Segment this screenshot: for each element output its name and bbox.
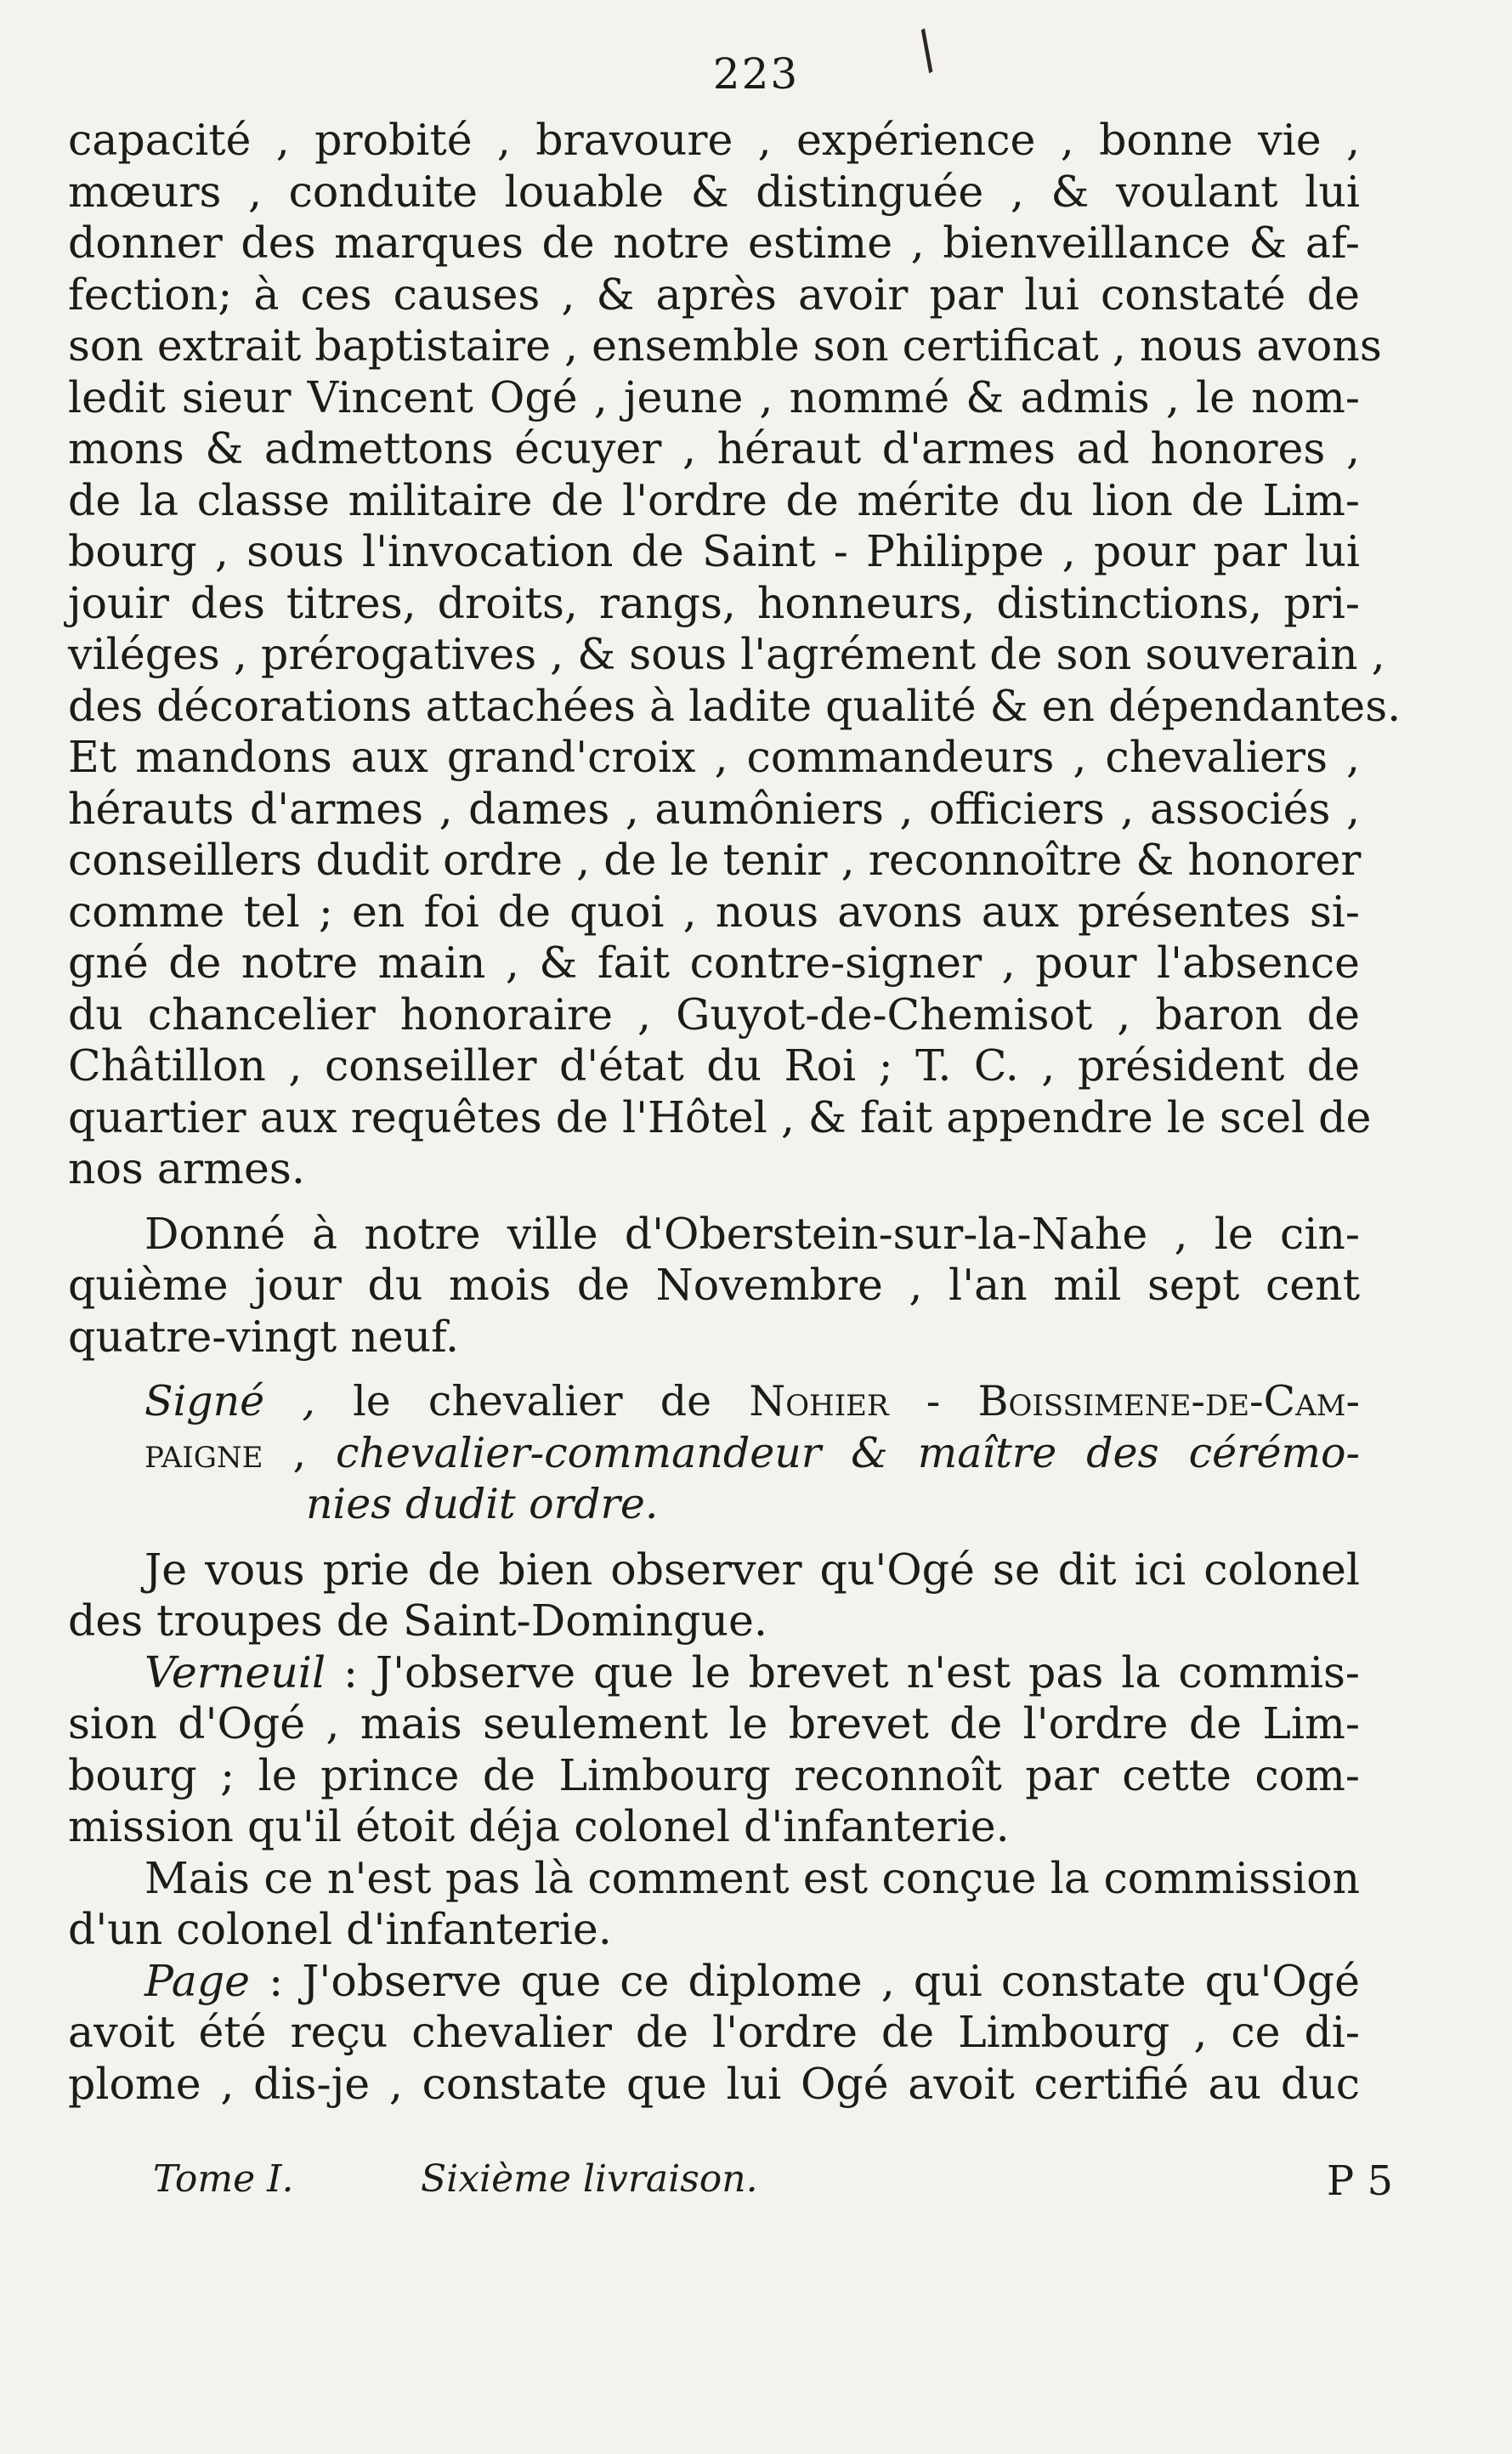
date-line: quième jour du mois de Novembre , l'an mil sept cent — [68, 1260, 1360, 1310]
text-line: mission qu'il étoit déja colonel d'infanterie. — [68, 1801, 1010, 1851]
signatory-name-cont: paigne — [144, 1428, 263, 1477]
signature-mark: P 5 — [1326, 2157, 1393, 2205]
text-line: avoit été reçu chevalier de l'ordre de Limbourg , ce di- — [68, 2007, 1360, 2057]
text-line: Châtillon , conseiller d'état du Roi ; T. C. , président de — [68, 1040, 1360, 1091]
text-line: fection; à ces causes , & après avoir par lui constaté de — [68, 269, 1360, 320]
tick-mark: / — [904, 20, 949, 81]
text-line: d'un colonel d'infanterie. — [68, 1904, 612, 1954]
footer-livraison: Sixième livraison. — [421, 2157, 758, 2201]
text-line: bourg , sous l'invocation de Saint - Philippe , pour par lui — [68, 526, 1360, 576]
signature-block — [68, 1376, 1360, 1531]
speaker-text: : J'observe que ce diplome , qui constate qu'Ogé — [269, 1955, 1361, 2006]
text-line: hérauts d'armes , dames , aumôniers , officiers , associés , — [68, 783, 1360, 834]
speaker-name: Page — [144, 1955, 251, 2006]
speaker-line — [68, 1956, 1360, 2008]
page-number: 223 — [712, 49, 800, 99]
text-line: ledit sieur Vincent Ogé , jeune , nommé & admis , le nom- — [68, 371, 1360, 422]
text-line: plome , dis-je , constate que lui Ogé avoit certifié au duc — [68, 2058, 1360, 2109]
date-line: quatre-vingt neuf. — [68, 1311, 460, 1362]
text-line: conseillers dudit ordre , de le tenir , reconnoître & honorer — [68, 835, 1362, 885]
text-line: nos armes. — [68, 1143, 305, 1193]
text-line: jouir des titres, droits, rangs, honneurs, distinctions, pri- — [68, 577, 1360, 628]
footer-tome: Tome I. — [153, 2157, 294, 2201]
text-line: mœurs , conduite louable & distinguée , & voulant lui — [68, 166, 1360, 217]
text-line: gné de notre main , & fait contre-signer , pour l'absence — [68, 938, 1360, 988]
text-line: mons & admettons écuyer , héraut d'armes ad honores , — [68, 423, 1360, 473]
text-line: son extrait baptistaire , ensemble son certificat , nous avons — [68, 320, 1382, 371]
text-line: Je vous prie de bien observer qu'Ogé se dit ici colonel — [144, 1544, 1360, 1595]
text-line: donner des marques de notre estime , bienveillance & af- — [68, 218, 1360, 268]
signatory-name: Nohier - Boissimene-de-Cam- — [749, 1377, 1360, 1425]
speaker-line — [68, 1647, 1360, 1699]
text-line: de la classe militaire de l'ordre de mérite du lion de Lim- — [68, 474, 1360, 525]
text-line: du chancelier honoraire , Guyot-de-Chemisot , baron de — [68, 989, 1360, 1040]
text-line: des décorations attachées à ladite qualité & en dépendantes. — [68, 680, 1402, 731]
signatory-title: chevalier-commandeur & maître des cérémo- — [336, 1428, 1361, 1477]
text-line: Et mandons aux grand'croix , commandeurs , chevaliers , — [68, 732, 1360, 782]
signature-line — [68, 1376, 1360, 1428]
text-line: bourg ; le prince de Limbourg reconnoît par cette com- — [68, 1749, 1360, 1800]
text-line: viléges , prérogatives , & sous l'agrément de son souverain , — [68, 629, 1385, 679]
text-line: Mais ce n'est pas là comment est conçue la commission — [144, 1852, 1360, 1903]
speaker-text: : J'observe que le brevet n'est pas la commis- — [343, 1646, 1360, 1697]
text-line: comme tel ; en foi de quoi , nous avons aux présentes si- — [68, 886, 1360, 937]
signe-label: Signé , — [144, 1377, 315, 1425]
text-line: sion d'Ogé , mais seulement le brevet de l'ordre de Lim- — [68, 1698, 1360, 1748]
signature-text: le chevalier de — [353, 1377, 712, 1425]
text-line: des troupes de Saint-Domingue. — [68, 1595, 767, 1646]
signature-line: paigne , chevalier-commandeur & maître des cérémo- — [144, 1428, 1361, 1477]
text-line: capacité , probité , bravoure , expérience , bonne vie , — [68, 115, 1360, 165]
speaker-name: Verneuil — [144, 1646, 326, 1697]
signature-line: nies dudit ordre. — [306, 1480, 659, 1528]
date-line: Donné à notre ville d'Oberstein-sur-la-Nahe , le cin- — [144, 1208, 1360, 1259]
text-line: quartier aux requêtes de l'Hôtel , & fait appendre le scel de — [68, 1091, 1372, 1142]
body-text — [68, 115, 1402, 2110]
